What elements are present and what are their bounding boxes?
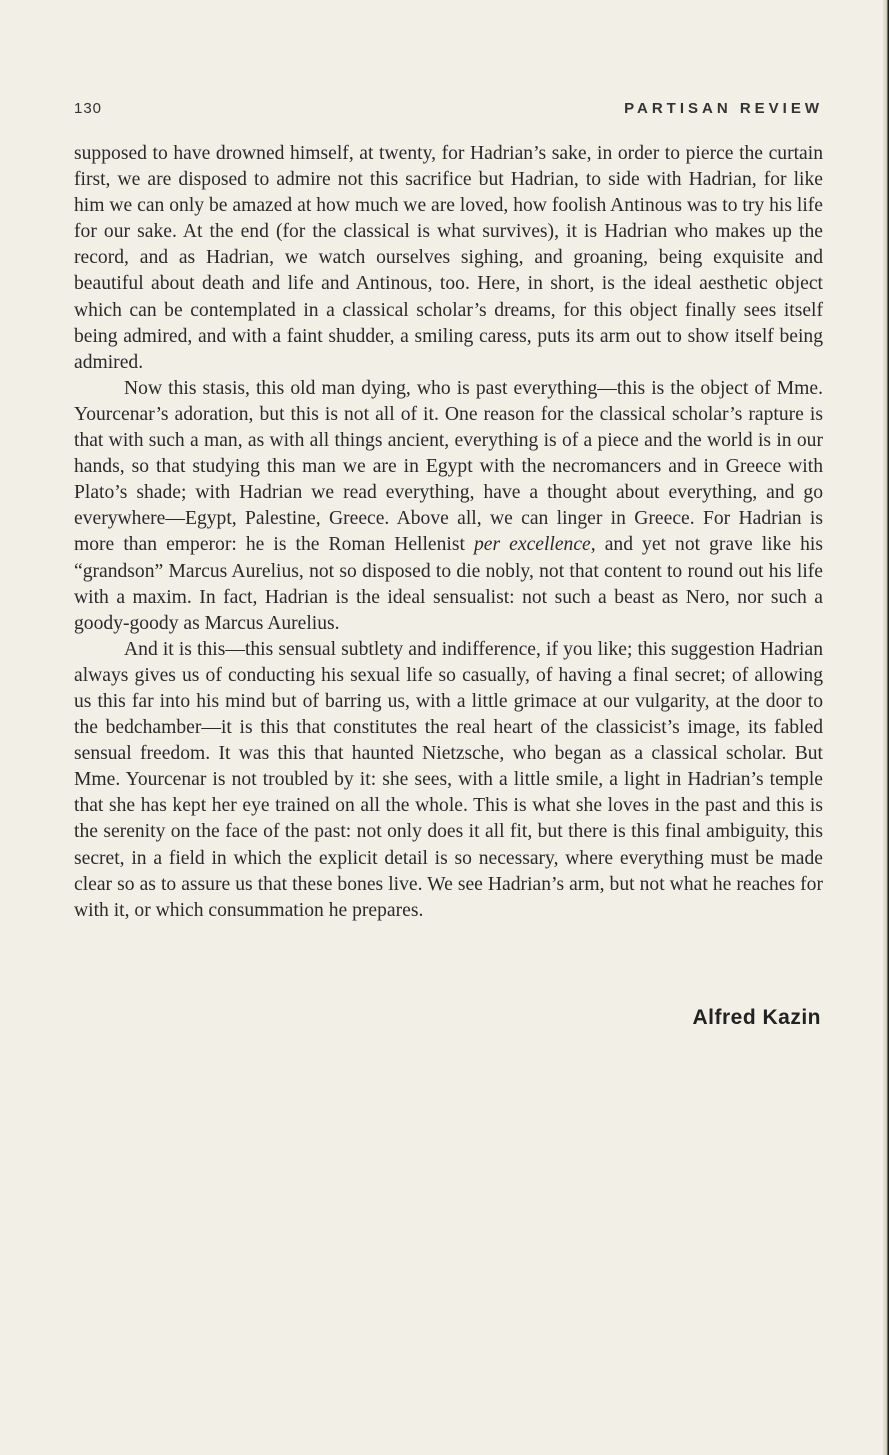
running-head: PARTISAN REVIEW	[624, 100, 823, 117]
page-edge-shadow	[883, 0, 889, 1455]
paragraph-2	[74, 376, 823, 637]
paragraph-1: supposed to have drowned himself, at twenty, for Hadrian’s sake, in order to pierce the curtain first, we are disposed to admire not this sacrifice but Hadrian, to side with Hadrian, for like him we can only be amazed at how much we are loved, how foolish Antinous was to try his life for our sake. At the end (for the classical is what survives), it is Hadrian who makes up the record, and as Hadrian, we watch ourselves sighing, and groaning, being exquisite and beautiful about death and life and Antinous, too. Here, in short, is the ideal aesthetic object which can be contemplated in a classical scholar’s dreams, for this object finally sees itself being admired, and with a faint shudder, a smiling caress, puts its arm out to show itself being admired.	[74, 143, 823, 373]
page-header	[74, 98, 823, 122]
article-body	[74, 141, 823, 924]
paragraph-2-text-after: and yet not grave like his “grandson” Marcus Aurelius, not so disposed to die nobly, not that content to round out his life with a maxim. In fact, Hadrian is the ideal sensualist: not such a beast as Nero, nor such a goody-goody as Marcus Aurelius.	[74, 534, 823, 634]
paragraph-3: And it is this—this sensual subtlety and indifference, if you like; this suggestion Hadrian always gives us of conducting his sexual life so casually, of having a final secret; of allowing us this far into his mind but of barring us, with a little grimace at our vulgarity, at the door to the bedchamber—it is this that constitutes the real heart of the classicist’s image, its fabled sensual freedom. It was this that haunted Nietzsche, who began as a classical scholar. But Mme. Yourcenar is not troubled by it: she sees, with a little smile, a light in Hadrian’s temple that she has kept her eye trained on all the whole. This is what she loves in the past and this is the serenity on the face of the past: not only does it all fit, but there is this final ambiguity, this secret, in a field in which the explicit detail is so necessary, where everything must be made clear so as to assure us that these bones live. We see Hadrian’s arm, but not what he reaches for with it, or which consummation he prepares.	[74, 638, 823, 921]
page-number: 130	[74, 100, 103, 117]
author-signature: Alfred Kazin	[692, 1006, 821, 1029]
paragraph-2-text-before: Now this stasis, this old man dying, who is past everything—this is the object of Mme. Yourcenar’s adoration, but this is not all of it. One reason for the classical scholar’s rapture is that with such a man, as with all things ancient, everything is of a piece and the world is in our hands, so that studying this man we are in Egypt with the necromancers and in Greece with Plato’s shade; with Hadrian we read everything, have a thought about everything, and go everywhere—Egypt, Palestine, Greece. Above all, we can linger in Greece. For Hadrian is more than emperor: he is the Roman Hellenist	[74, 377, 823, 556]
italic-phrase: per excellence,	[474, 534, 596, 556]
